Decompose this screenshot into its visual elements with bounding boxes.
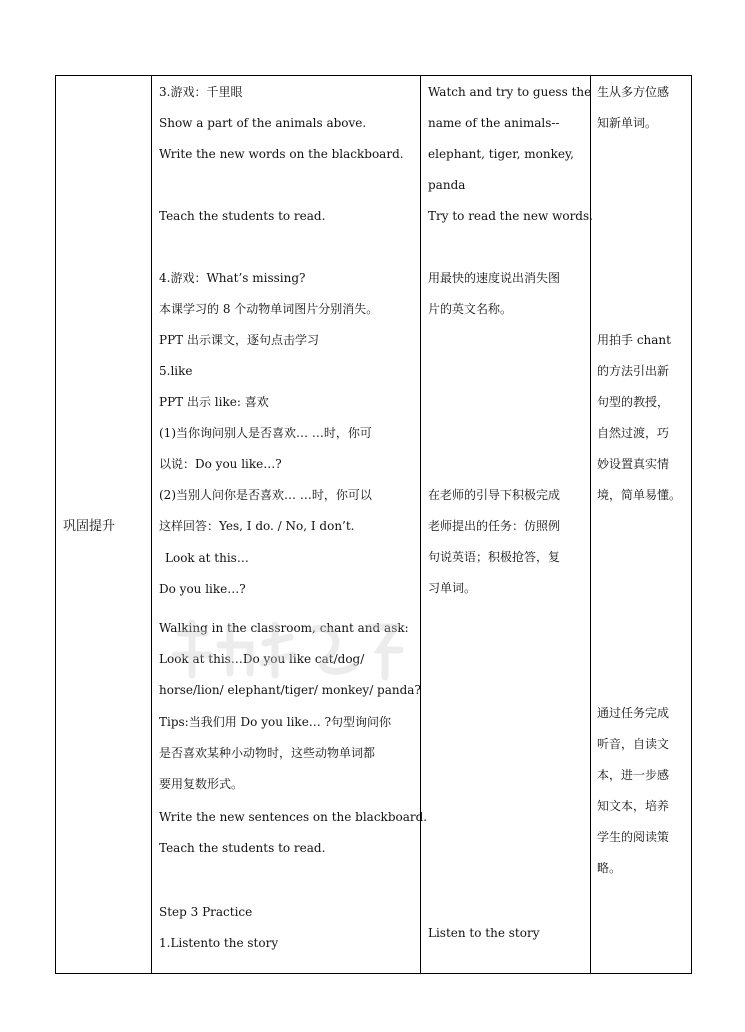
teacher-activity-line: Write the new words on the blackboard.	[159, 147, 404, 161]
design-intent-cell	[591, 76, 692, 974]
design-intent-line: 妙设置真实情	[597, 457, 670, 471]
teacher-activity-line: (1)当你询问别人是否喜欢… …时，你可	[159, 426, 372, 440]
teacher-activity-line: horse/lion/ elephant/tiger/ monkey/ panda?	[159, 683, 421, 697]
design-intent-line: 知文本，培养	[597, 799, 670, 813]
student-activity-line: name of the animals--	[428, 116, 560, 130]
teacher-activity-line: 要用复数形式。	[159, 777, 244, 791]
design-intent-line: 通过任务完成	[597, 706, 670, 720]
design-intent-line: 句型的教授，	[597, 395, 670, 409]
teacher-activity-line: Show a part of the animals above.	[159, 116, 367, 130]
design-intent-line: 境，简单易懂。	[597, 488, 682, 502]
teacher-activity-line: PPT 出示 like: 喜欢	[159, 395, 269, 409]
design-intent-line: 用拍手 chant	[597, 333, 671, 347]
design-intent-line: 本，进一步感	[597, 768, 670, 782]
teacher-activity-line: 5.like	[159, 364, 193, 378]
design-intent-line: 自然过渡，巧	[597, 426, 670, 440]
teacher-activity-line: 4.游戏：What’s missing?	[159, 271, 306, 285]
teacher-activity-line: 3.游戏：千里眼	[159, 85, 243, 99]
teacher-activity-line: Look at this…Do you like cat/dog/	[159, 652, 365, 666]
design-intent-line: 的方法引出新	[597, 364, 670, 378]
student-activity-cell	[421, 76, 591, 974]
student-activity-line: Try to read the new words.	[428, 209, 593, 223]
student-activity-line: Watch and try to guess the	[428, 85, 592, 99]
teacher-activity-line: Walking in the classroom, chant and ask:	[159, 621, 409, 635]
teacher-activity-line: Step 3 Practice	[159, 905, 253, 919]
lesson-plan-table	[55, 75, 692, 974]
teacher-activity-line: Teach the students to read.	[159, 841, 326, 855]
design-intent-line: 知新单词。	[597, 116, 658, 130]
teacher-activity-cell	[152, 76, 428, 974]
teacher-activity-line: Write the new sentences on the blackboard.	[159, 810, 428, 824]
student-activity-line: 用最快的速度说出消失图	[428, 271, 561, 285]
student-activity-line: 在老师的引导下积极完成	[428, 488, 561, 502]
teacher-activity-line: 这样回答：Yes, I do. / No, I don’t.	[159, 519, 355, 533]
teacher-activity-line: Tips:当我们用 Do you like… ?句型询问你	[159, 715, 392, 729]
student-activity-line: elephant, tiger, monkey,	[428, 147, 574, 161]
teacher-activity-line: PPT 出示课文，逐句点击学习	[159, 333, 319, 347]
student-activity-line: 习单词。	[428, 581, 477, 595]
student-activity-line: Listen to the story	[428, 926, 540, 940]
teacher-activity-line: Look at this…	[165, 551, 249, 565]
student-activity-line: 句说英语；积极抢答，复	[428, 550, 561, 564]
table-row	[56, 76, 692, 974]
design-intent-line: 听音，自读文	[597, 737, 670, 751]
stage-label: 巩固提升	[63, 519, 116, 534]
design-intent-line: 略。	[597, 861, 622, 875]
stage-cell	[56, 76, 152, 974]
teacher-activity-line: Teach the students to read.	[159, 209, 326, 223]
teacher-activity-line: 以说：Do you like…?	[159, 457, 282, 471]
student-activity-line: panda	[428, 178, 466, 192]
teacher-activity-line: 本课学习的 8 个动物单词图片分别消失。	[159, 302, 379, 316]
student-activity-line: 片的英文名称。	[428, 302, 513, 316]
teacher-activity-line: 是否喜欢某种小动物时，这些动物单词都	[159, 746, 376, 760]
design-intent-line: 生从多方位感	[597, 85, 670, 99]
design-intent-line: 学生的阅读策	[597, 830, 670, 844]
teacher-activity-line: 1.Listento the story	[159, 936, 279, 950]
teacher-activity-line: (2)当别人问你是否喜欢… …时，你可以	[159, 488, 372, 502]
teacher-activity-line: Do you like…?	[159, 582, 246, 596]
student-activity-line: 老师提出的任务：仿照例	[428, 519, 561, 533]
